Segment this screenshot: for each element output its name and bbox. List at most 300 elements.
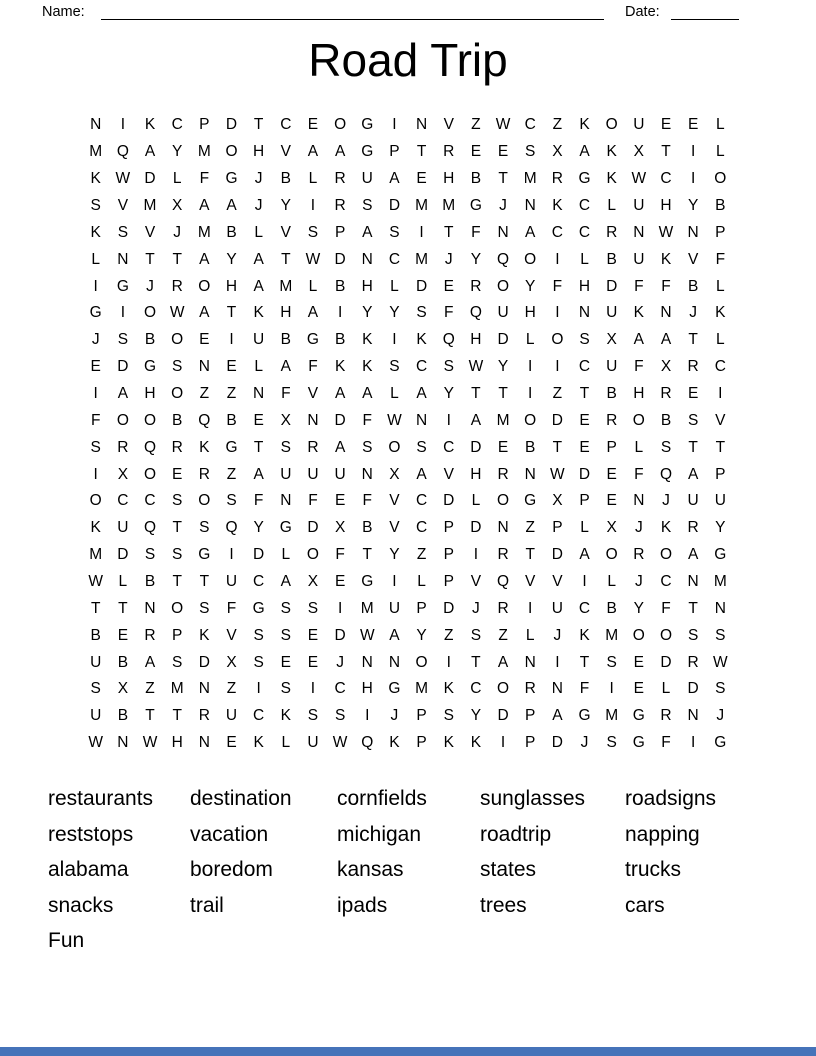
grid-letter: S — [280, 680, 291, 698]
grid-letter: F — [281, 385, 291, 403]
grid-letter: S — [117, 331, 129, 349]
grid-letter: V — [470, 573, 482, 591]
grid-letter: R — [497, 546, 509, 564]
grid-letter: O — [171, 385, 184, 403]
grid-letter: N — [90, 116, 102, 134]
grid-letter: B — [334, 331, 346, 349]
grid-letter: D — [334, 411, 346, 429]
grid-letter: E — [606, 492, 617, 510]
grid-letter: G — [198, 546, 211, 564]
grid-letter: R — [687, 519, 699, 537]
grid-letter: W — [115, 170, 131, 188]
grid-letter: P — [525, 734, 536, 752]
grid-letter: N — [388, 653, 401, 671]
grid-letter: P — [606, 438, 617, 456]
grid-letter: Q — [497, 250, 510, 268]
grid-row — [82, 703, 734, 730]
grid-letter: Y — [226, 250, 237, 268]
grid-letter: A — [389, 170, 400, 188]
grid-letter: E — [226, 358, 237, 376]
grid-letter: G — [143, 358, 157, 376]
grid-letter: K — [660, 519, 672, 537]
grid-letter: Y — [470, 250, 482, 268]
grid-letter: F — [308, 358, 318, 376]
grid-letter: I — [419, 223, 424, 241]
grid-letter: Q — [497, 573, 510, 591]
grid-letter: N — [144, 599, 156, 617]
grid-letter: J — [634, 519, 643, 537]
grid-letter: W — [550, 465, 565, 483]
word-item: roadsigns — [625, 787, 717, 810]
grid-letter: K — [253, 304, 264, 322]
grid-letter: S — [172, 653, 183, 671]
grid-letter: C — [334, 680, 346, 698]
grid-letter: B — [117, 707, 129, 725]
grid-letter: L — [417, 573, 426, 591]
name-fill-in-line[interactable] — [101, 1, 604, 20]
grid-letter: A — [497, 653, 509, 671]
word-item: states — [480, 858, 537, 882]
grid-letter: R — [687, 358, 699, 376]
grid-letter: R — [606, 223, 618, 241]
grid-letter: K — [579, 116, 590, 134]
grid-letter: U — [90, 707, 102, 725]
grid-letter: M — [415, 250, 429, 268]
grid-letter: D — [497, 707, 509, 725]
grid-letter: U — [90, 653, 102, 671]
grid-letter: G — [225, 438, 238, 456]
grid-letter: D — [334, 250, 346, 268]
grid-letter: W — [142, 734, 158, 752]
grid-letter: G — [89, 304, 102, 322]
grid-letter: S — [172, 546, 183, 564]
grid-letter: B — [660, 411, 672, 429]
grid-letter: Z — [498, 626, 508, 644]
grid-letter: T — [281, 250, 291, 268]
grid-letter: T — [688, 331, 698, 349]
grid-letter: I — [528, 358, 533, 376]
grid-letter: Y — [497, 358, 509, 376]
grid-letter: C — [253, 707, 265, 725]
grid-letter: O — [143, 304, 157, 322]
grid-letter: J — [716, 707, 725, 725]
grid-letter: Q — [442, 331, 455, 349]
grid-letter: F — [362, 492, 372, 510]
grid-letter: C — [578, 223, 591, 241]
grid-letter: Z — [226, 680, 237, 698]
grid-letter: N — [578, 304, 591, 322]
grid-letter: X — [660, 358, 672, 376]
grid-letter: U — [687, 492, 699, 510]
grid-letter: K — [199, 626, 210, 644]
grid-letter: E — [443, 277, 454, 295]
grid-letter: F — [579, 680, 590, 698]
grid-letter: B — [606, 385, 617, 403]
grid-letter: K — [90, 170, 101, 188]
grid-letter: Q — [225, 519, 238, 537]
grid-letter: H — [578, 277, 591, 295]
grid-letter: I — [718, 385, 723, 403]
grid-letter: G — [632, 707, 645, 725]
grid-letter: D — [578, 465, 591, 483]
grid-letter: N — [361, 250, 373, 268]
grid-row — [82, 112, 734, 139]
grid-row — [82, 595, 734, 622]
grid-letter: U — [714, 492, 726, 510]
grid-letter: M — [143, 197, 157, 214]
grid-letter: A — [307, 143, 319, 161]
grid-letter: G — [252, 599, 265, 617]
grid-letter: K — [90, 223, 101, 241]
grid-letter: S — [280, 438, 291, 456]
word-item: snacks — [48, 893, 114, 917]
grid-letter: V — [687, 250, 699, 268]
grid-letter: S — [362, 438, 373, 456]
grid-letter: B — [362, 519, 373, 537]
grid-letter: I — [690, 143, 696, 161]
grid-letter: F — [634, 358, 644, 376]
grid-row — [82, 622, 734, 649]
grid-letter: S — [715, 680, 726, 698]
grid-letter: P — [389, 143, 400, 161]
grid-letter: L — [525, 626, 535, 644]
grid-letter: E — [334, 492, 346, 510]
grid-letter: T — [253, 438, 264, 456]
grid-letter: X — [117, 465, 129, 483]
grid-letter: A — [687, 465, 699, 483]
grid-letter: J — [390, 707, 399, 725]
grid-row — [82, 542, 734, 569]
grid-letter: L — [715, 277, 725, 295]
grid-letter: X — [226, 653, 237, 671]
grid-letter: O — [605, 116, 618, 134]
grid-letter: N — [687, 707, 699, 725]
grid-letter: W — [169, 304, 185, 322]
grid-letter: A — [226, 197, 237, 214]
grid-letter: I — [93, 277, 98, 295]
grid-letter: A — [687, 546, 699, 564]
grid-letter: S — [443, 358, 454, 376]
grid-letter: J — [173, 223, 182, 241]
grid-letter: K — [443, 734, 454, 752]
grid-letter: F — [362, 411, 372, 429]
grid-letter: A — [253, 465, 264, 483]
grid-letter: C — [415, 358, 428, 376]
grid-letter: A — [144, 653, 156, 671]
grid-letter: P — [416, 599, 427, 617]
grid-letter: P — [443, 519, 454, 537]
grid-letter: R — [117, 438, 129, 456]
grid-letter: E — [687, 385, 699, 403]
grid-letter: H — [660, 197, 672, 214]
grid-letter: H — [253, 143, 265, 161]
grid-letter: H — [524, 304, 536, 322]
grid-letter: I — [256, 680, 261, 698]
grid-letter: O — [198, 492, 211, 510]
grid-letter: J — [444, 250, 453, 268]
grid-letter: T — [199, 573, 210, 591]
grid-letter: U — [117, 519, 129, 537]
grid-letter: B — [334, 277, 346, 295]
grid-letter: P — [579, 492, 590, 510]
grid-letter: B — [280, 331, 291, 349]
grid-letter: O — [198, 277, 211, 295]
grid-letter: M — [197, 223, 211, 241]
grid-letter: Y — [687, 197, 699, 214]
grid-letter: U — [307, 465, 319, 483]
grid-letter: T — [688, 599, 698, 617]
grid-letter: Q — [143, 438, 157, 456]
grid-letter: G — [578, 707, 591, 725]
grid-letter: V — [117, 197, 129, 214]
grid-letter: A — [389, 626, 400, 644]
grid-letter: L — [308, 277, 318, 295]
grid-letter: O — [143, 465, 157, 483]
grid-letter: U — [361, 170, 373, 188]
grid-letter: N — [687, 573, 699, 591]
grid-letter: T — [471, 653, 481, 671]
grid-letter: B — [525, 438, 536, 456]
grid-letter: N — [198, 680, 210, 698]
grid-letter: W — [495, 116, 511, 134]
grid-letter: P — [416, 707, 427, 725]
grid-letter: D — [307, 519, 319, 537]
grid-letter: S — [525, 143, 536, 161]
grid-letter: I — [310, 680, 316, 698]
grid-letter: O — [171, 331, 184, 349]
grid-letter: N — [714, 599, 726, 617]
grid-letter: I — [120, 304, 126, 322]
grid-letter: I — [555, 250, 560, 268]
grid-letter: O — [225, 143, 238, 161]
grid-letter: O — [632, 411, 645, 429]
grid-letter: C — [415, 519, 428, 537]
grid-letter: X — [552, 143, 563, 161]
grid-letter: L — [308, 170, 318, 188]
grid-letter: A — [362, 385, 373, 403]
grid-letter: N — [198, 734, 210, 752]
grid-letter: X — [334, 519, 346, 537]
grid-letter: B — [280, 170, 291, 188]
grid-letter: K — [334, 358, 346, 376]
grid-row — [82, 730, 734, 757]
grid-letter: A — [307, 304, 319, 322]
grid-letter: V — [307, 385, 319, 403]
grid-letter: W — [305, 250, 321, 268]
grid-letter: T — [145, 250, 155, 268]
grid-letter: J — [689, 304, 698, 322]
grid-letter: D — [198, 653, 210, 671]
grid-letter: G — [714, 734, 727, 752]
grid-letter: R — [334, 197, 346, 214]
grid-letter: V — [443, 116, 454, 134]
grid-letter: R — [497, 465, 509, 483]
grid-letter: V — [389, 492, 400, 510]
grid-letter: E — [660, 116, 672, 134]
grid-letter: X — [389, 465, 400, 483]
grid-letter: V — [280, 143, 291, 161]
grid-letter: A — [280, 358, 291, 376]
grid-letter: W — [631, 170, 647, 188]
grid-letter: J — [254, 170, 263, 188]
grid-letter: K — [470, 734, 482, 752]
grid-letter: I — [392, 573, 397, 591]
grid-letter: S — [606, 653, 617, 671]
grid-letter: I — [555, 653, 560, 671]
grid-letter: P — [172, 626, 183, 644]
grid-letter: Y — [715, 519, 726, 537]
grid-letter: C — [470, 680, 482, 698]
grid-letter: O — [334, 116, 347, 134]
grid-letter: M — [605, 626, 619, 644]
grid-letter: L — [281, 546, 291, 564]
grid-letter: Q — [143, 519, 157, 537]
grid-letter: R — [497, 599, 509, 617]
word-list — [48, 781, 785, 959]
grid-letter: T — [552, 438, 563, 456]
grid-letter: O — [306, 546, 319, 564]
grid-letter: J — [634, 573, 643, 591]
grid-letter: I — [229, 331, 234, 349]
grid-letter: O — [143, 411, 157, 429]
grid-letter: A — [660, 331, 672, 349]
grid-letter: M — [89, 546, 103, 564]
grid-letter: A — [334, 438, 346, 456]
grid-letter: N — [117, 734, 129, 752]
grid-letter: F — [552, 277, 563, 295]
word-item: boredom — [190, 858, 273, 882]
grid-letter: N — [361, 653, 373, 671]
grid-letter: D — [551, 411, 563, 429]
grid-letter: S — [199, 599, 210, 617]
word-item: destination — [190, 787, 292, 810]
grid-letter: M — [605, 707, 619, 725]
grid-letter: L — [281, 734, 291, 752]
grid-letter: T — [579, 385, 590, 403]
grid-letter: I — [337, 304, 343, 322]
grid-letter: R — [470, 277, 482, 295]
grid-letter: N — [551, 680, 563, 698]
grid-letter: S — [90, 197, 101, 214]
grid-letter: K — [362, 358, 373, 376]
grid-letter: Y — [470, 707, 482, 725]
grid-letter: S — [307, 599, 319, 617]
grid-letter: L — [91, 250, 101, 268]
grid-letter: P — [416, 734, 427, 752]
grid-letter: I — [310, 197, 316, 214]
grid-letter: R — [524, 680, 536, 698]
grid-letter: U — [606, 304, 618, 322]
grid-letter: D — [443, 492, 455, 510]
word-item: trucks — [625, 858, 682, 882]
grid-letter: G — [578, 170, 591, 188]
grid-letter: C — [171, 116, 183, 134]
grid-letter: A — [253, 250, 264, 268]
grid-letter: A — [525, 223, 536, 241]
grid-row — [82, 515, 734, 542]
grid-row — [82, 434, 734, 461]
grid-letter: O — [659, 626, 673, 644]
grid-letter: Z — [525, 519, 535, 537]
grid-letter: L — [254, 223, 263, 241]
grid-letter: H — [225, 277, 238, 295]
grid-letter: D — [470, 519, 482, 537]
grid-letter: E — [497, 438, 509, 456]
grid-letter: W — [468, 358, 484, 376]
grid-letter: C — [524, 116, 536, 134]
grid-letter: L — [661, 680, 671, 698]
grid-letter: T — [715, 438, 726, 456]
grid-letter: L — [580, 250, 589, 268]
grid-letter: C — [578, 197, 591, 214]
grid-letter: E — [307, 653, 319, 671]
grid-letter: I — [582, 573, 587, 591]
grid-letter: T — [498, 385, 508, 403]
grid-letter: O — [415, 653, 428, 671]
grid-letter: F — [90, 411, 101, 429]
grid-letter: N — [361, 465, 373, 483]
grid-letter: J — [662, 492, 670, 510]
grid-letter: K — [199, 438, 210, 456]
grid-letter: L — [607, 573, 616, 591]
grid-letter: Y — [389, 546, 400, 564]
grid-row — [82, 219, 734, 246]
grid-letter: Y — [389, 304, 400, 322]
grid-letter: M — [496, 411, 510, 429]
grid-letter: J — [146, 277, 154, 295]
grid-letter: S — [416, 438, 427, 456]
grid-letter: T — [416, 143, 427, 161]
grid-letter: D — [660, 653, 672, 671]
grid-letter: S — [579, 331, 590, 349]
grid-letter: A — [579, 546, 590, 564]
grid-letter: U — [225, 573, 238, 591]
word-item: vacation — [190, 822, 269, 846]
grid-letter: Z — [416, 546, 427, 564]
grid-letter: B — [144, 573, 156, 591]
grid-letter: E — [253, 411, 264, 429]
grid-letter: L — [390, 385, 399, 403]
grid-letter: S — [199, 519, 210, 537]
grid-letter: T — [661, 143, 671, 161]
grid-letter: N — [687, 223, 699, 241]
grid-letter: G — [306, 331, 319, 349]
grid-letter: B — [144, 331, 156, 349]
grid-letter: W — [658, 223, 674, 241]
grid-letter: W — [359, 626, 375, 644]
grid-letter: Q — [659, 465, 673, 483]
word-item: cars — [625, 893, 665, 917]
grid-letter: X — [117, 680, 129, 698]
grid-letter: E — [606, 465, 617, 483]
grid-letter: A — [416, 465, 427, 483]
grid-letter: M — [713, 573, 727, 591]
grid-letter: L — [634, 438, 644, 456]
grid-letter: K — [253, 734, 264, 752]
grid-row — [82, 676, 734, 703]
grid-letter: O — [497, 680, 510, 698]
grid-letter: Y — [443, 385, 454, 403]
grid-letter: I — [690, 170, 696, 188]
grid-letter: T — [525, 546, 535, 564]
date-fill-in-line[interactable] — [671, 1, 739, 20]
grid-letter: Z — [471, 116, 481, 134]
grid-letter: J — [254, 197, 263, 214]
grid-letter: C — [578, 599, 591, 617]
grid-letter: K — [579, 626, 590, 644]
grid-letter: M — [415, 680, 429, 698]
grid-letter: U — [225, 707, 238, 725]
